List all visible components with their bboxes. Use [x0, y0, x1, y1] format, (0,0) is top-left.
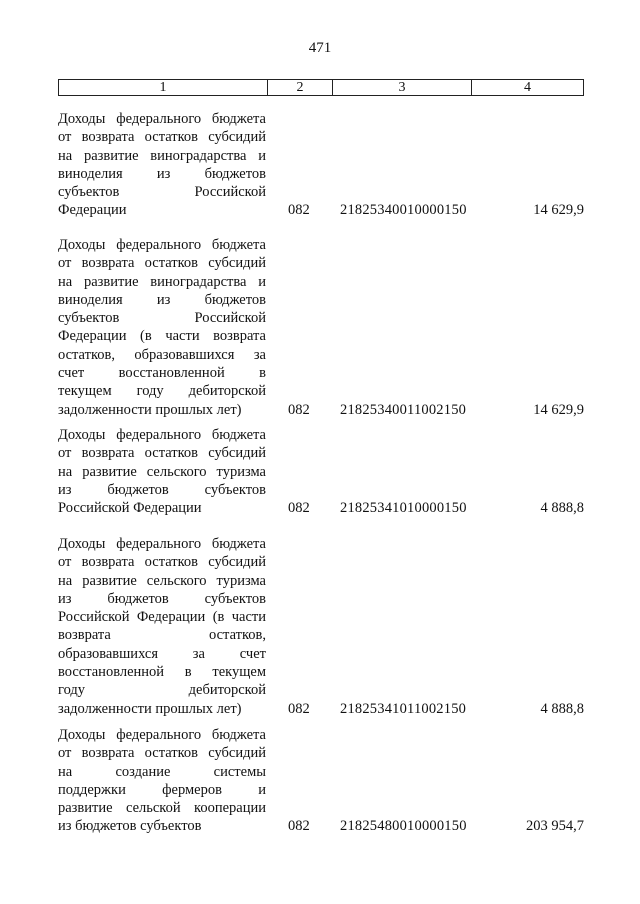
description-line: на развитие сельского туризма	[58, 463, 266, 480]
description-line: из бюджетов субъектов	[58, 481, 266, 498]
classification-code: 21825480010000150	[340, 818, 467, 835]
amount: 14 629,9	[533, 401, 584, 418]
row-description	[58, 110, 266, 220]
description-line: субъектов Российской	[58, 184, 266, 201]
admin-code: 082	[288, 818, 310, 835]
description-line: на развитие виноградарства и	[58, 273, 266, 290]
description-line: на развитие сельского туризма	[58, 572, 266, 589]
description-line: развитие сельской кооперации	[58, 800, 266, 817]
description-line: задолженности прошлых лет)	[58, 401, 242, 418]
page-number: 471	[308, 40, 332, 56]
row-description	[58, 535, 266, 718]
amount: 14 629,9	[533, 202, 584, 219]
row-description	[58, 426, 266, 517]
description-line: Доходы федерального бюджета	[58, 536, 266, 552]
description-line: Федерации (в части возврата	[58, 328, 266, 345]
table-row	[58, 535, 584, 718]
description-line: счет восстановленной в	[58, 365, 266, 382]
classification-code: 21825341011002150	[340, 700, 467, 717]
classification-code: 21825340010000150	[340, 202, 467, 219]
description-line: от возврата остатков субсидий	[58, 445, 266, 462]
description-line: поддержки фермеров и	[58, 781, 266, 798]
row-description	[58, 726, 266, 836]
table-row	[58, 110, 584, 220]
classification-code: 21825341010000150	[340, 500, 467, 517]
description-line: субъектов Российской	[58, 310, 266, 327]
admin-code: 082	[288, 401, 310, 418]
header-col-1: 1	[59, 80, 268, 95]
description-line: Доходы федерального бюджета	[58, 237, 266, 253]
table-row	[58, 236, 584, 419]
row-description	[58, 236, 266, 419]
description-line: возврата остатков,	[58, 627, 266, 644]
admin-code: 082	[288, 700, 310, 717]
table-row	[58, 726, 584, 836]
table-header	[58, 79, 584, 96]
description-line: из бюджетов субъектов	[58, 818, 202, 835]
amount: 4 888,8	[540, 500, 584, 517]
table-row	[58, 426, 584, 517]
description-line: Российской Федерации	[58, 500, 202, 517]
header-col-3: 3	[333, 80, 472, 95]
description-line: от возврата остатков субсидий	[58, 554, 266, 571]
description-line: Доходы федерального бюджета	[58, 727, 266, 743]
admin-code: 082	[288, 202, 310, 219]
description-line: образовавшихся за счет	[58, 645, 266, 662]
description-line: Российской Федерации (в части	[58, 609, 266, 626]
amount: 203 954,7	[526, 818, 584, 835]
header-col-2: 2	[268, 80, 333, 95]
header-col-4: 4	[524, 80, 531, 95]
description-line: от возврата остатков субсидий	[58, 129, 266, 146]
description-line: виноделия из бюджетов	[58, 165, 266, 182]
description-line: от возврата остатков субсидий	[58, 255, 266, 272]
admin-code: 082	[288, 500, 310, 517]
amount: 4 888,8	[540, 700, 584, 717]
description-line: на развитие виноградарства и	[58, 147, 266, 164]
description-line: году дебиторской	[58, 682, 266, 699]
description-line: от возврата остатков субсидий	[58, 745, 266, 762]
description-line: на создание системы	[58, 763, 266, 780]
description-line: восстановленной в текущем	[58, 664, 266, 681]
classification-code: 21825340011002150	[340, 401, 467, 418]
description-line: виноделия из бюджетов	[58, 291, 266, 308]
description-line: из бюджетов субъектов	[58, 590, 266, 607]
description-line: Федерации	[58, 202, 127, 219]
description-line: Доходы федерального бюджета	[58, 427, 266, 443]
description-line: задолженности прошлых лет)	[58, 700, 242, 717]
description-line: остатков, образовавшихся за	[58, 346, 266, 363]
description-line: текущем году дебиторской	[58, 383, 266, 400]
description-line: Доходы федерального бюджета	[58, 111, 266, 127]
